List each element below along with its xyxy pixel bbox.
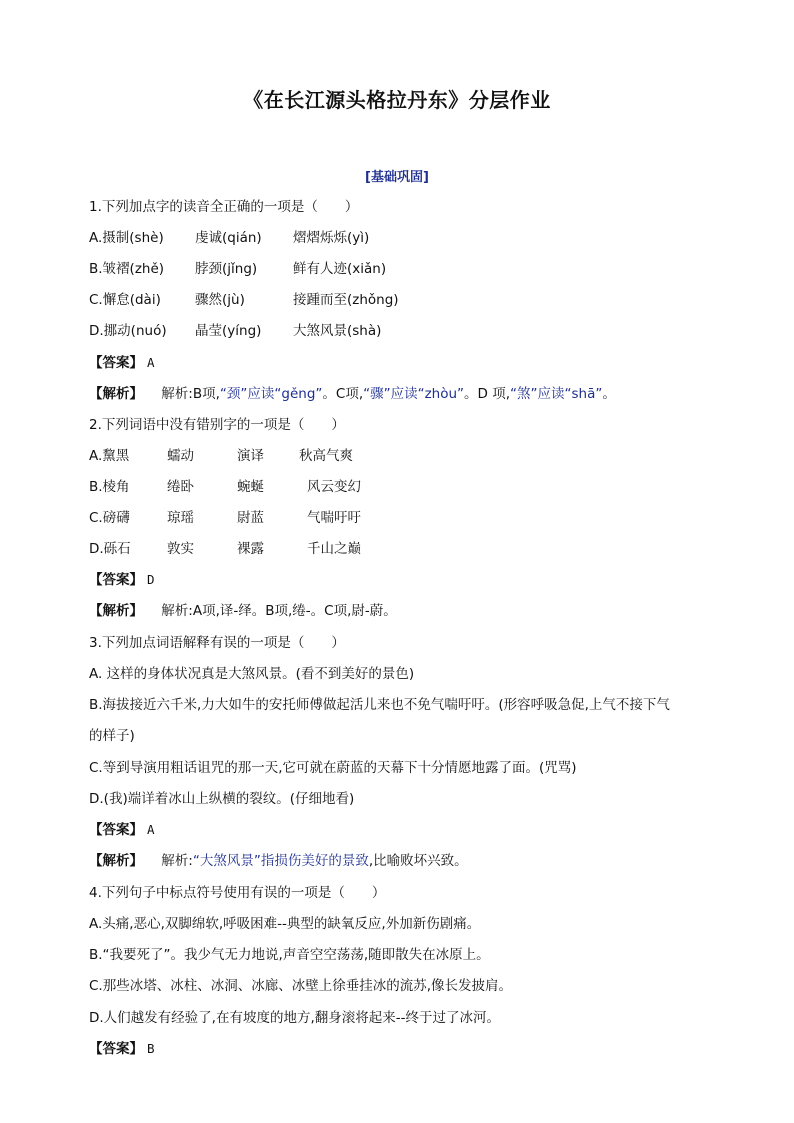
q4-answer [89, 1040, 714, 1058]
analysis-label: 【解析】 [89, 853, 143, 869]
analysis-text: 。C项, [322, 386, 364, 402]
q1-analysis [89, 385, 714, 403]
q1-b-2: 脖颈(jǐng) [195, 261, 258, 277]
q1-b-1: B.皱褶(zhě) [89, 261, 165, 277]
q2-d-2: 敦实 [167, 541, 194, 557]
q3-analysis [89, 852, 714, 870]
q2-b-4: 风云变幻 [307, 479, 361, 495]
q2-a-3: 演译 [237, 448, 264, 464]
q2-stem: 2.下列词语中没有错别字的一项是（ ） [89, 417, 345, 433]
analysis-text: ,比喻败坏兴致。 [368, 853, 468, 869]
q2-d-1: D.砾石 [89, 541, 131, 557]
q1-answer [89, 354, 714, 372]
analysis-highlight: “大煞风景”指损伤美好的景致 [192, 853, 369, 869]
q3-option-a: A. 这样的身体状况真是大煞风景。(看不到美好的景色) [89, 666, 415, 682]
q2-c-4: 气喘吁吁 [307, 510, 361, 526]
q2-c-1: C.磅礴 [89, 510, 130, 526]
section-heading: [基础巩固] [365, 170, 429, 185]
analysis-label: 【解析】 [89, 603, 143, 619]
q2-a-4: 秋高气爽 [299, 448, 353, 464]
analysis-label: 【解析】 [89, 386, 143, 402]
q3-stem: 3.下列加点词语解释有误的一项是（ ） [89, 635, 345, 651]
analysis-text: 解析:A项,译-绎。B项,绻-。C项,尉-蔚。 [161, 603, 397, 619]
q2-a-1: A.黧黑 [89, 448, 130, 464]
q1-a-3: 熠熠烁烁(yì) [293, 230, 370, 246]
q1-d-1: D.挪动(nuó) [89, 323, 167, 339]
q1-b-3: 鲜有人迹(xiǎn) [293, 261, 387, 277]
q3-option-c: C.等到导演用粗话诅咒的那一天,它可就在蔚蓝的天幕下十分情愿地露了面。(咒骂) [89, 760, 577, 776]
analysis-text: 。 [602, 386, 616, 402]
answer-value: D [147, 572, 155, 587]
q2-c-3: 尉蓝 [237, 510, 264, 526]
q1-stem: 1.下列加点字的读音全正确的一项是（ ） [89, 199, 359, 215]
q2-c-2: 琼瑶 [167, 510, 194, 526]
analysis-highlight: “骤”应读“zhòu” [363, 386, 465, 402]
q3-option-d: D.(我)端详着冰山上纵横的裂纹。(仔细地看) [89, 791, 355, 807]
q2-answer [89, 571, 714, 589]
q2-b-2: 绻卧 [167, 479, 194, 495]
analysis-highlight: “颈”应读“gěng” [219, 386, 323, 402]
answer-value: A [147, 822, 155, 837]
answer-label: 【答案】 [89, 572, 143, 588]
answer-label: 【答案】 [89, 355, 143, 371]
analysis-text: 。D 项, [464, 386, 511, 402]
answer-value: B [147, 1041, 155, 1056]
q2-d-3: 裸露 [237, 541, 264, 557]
document-title: 《在长江源头格拉丹东》分层作业 [243, 88, 551, 112]
q2-d-4: 千山之巅 [307, 541, 361, 557]
q4-option-a: A.头痛,恶心,双脚绵软,呼吸困难--典型的缺氧反应,外加新伤剧痛。 [89, 916, 481, 932]
q1-a-1: A.摄制(shè) [89, 230, 164, 246]
q4-option-c: C.那些冰塔、冰柱、冰洞、冰廊、冰壁上徐垂挂冰的流苏,像长发披肩。 [89, 978, 513, 994]
analysis-text: 解析: [161, 853, 193, 869]
q2-b-1: B.棱角 [89, 479, 130, 495]
q1-c-3: 接踵而至(zhǒng) [293, 292, 399, 308]
q4-option-b: B.“我要死了”。我少气无力地说,声音空空荡荡,随即散失在冰原上。 [89, 947, 490, 963]
q3-option-b-cont: 的样子) [89, 728, 135, 744]
q2-b-3: 蜿蜒 [237, 479, 264, 495]
q4-stem: 4.下列句子中标点符号使用有误的一项是（ ） [89, 885, 386, 901]
q2-analysis [89, 602, 714, 620]
analysis-text: 解析:B项, [161, 386, 220, 402]
analysis-highlight: “煞”应读“shā” [510, 386, 603, 402]
answer-label: 【答案】 [89, 822, 143, 838]
q1-c-2: 骤然(jù) [195, 292, 245, 308]
answer-label: 【答案】 [89, 1041, 143, 1057]
answer-value: A [147, 355, 155, 370]
q4-option-d: D.人们越发有经验了,在有坡度的地方,翻身滚将起来--终于过了冰河。 [89, 1010, 501, 1026]
q1-d-3: 大煞风景(shà) [293, 323, 382, 339]
q2-a-2: 蠕动 [167, 448, 194, 464]
q3-answer [89, 821, 714, 839]
q1-c-1: C.懈怠(dài) [89, 292, 161, 308]
q3-option-b: B.海拔接近六千米,力大如牛的安托师傅做起活儿来也不免气喘吁吁。(形容呼吸急促,上气不接下气 [89, 697, 670, 713]
q1-a-2: 虔诚(qián) [195, 230, 262, 246]
q1-d-2: 晶莹(yíng) [195, 323, 262, 339]
